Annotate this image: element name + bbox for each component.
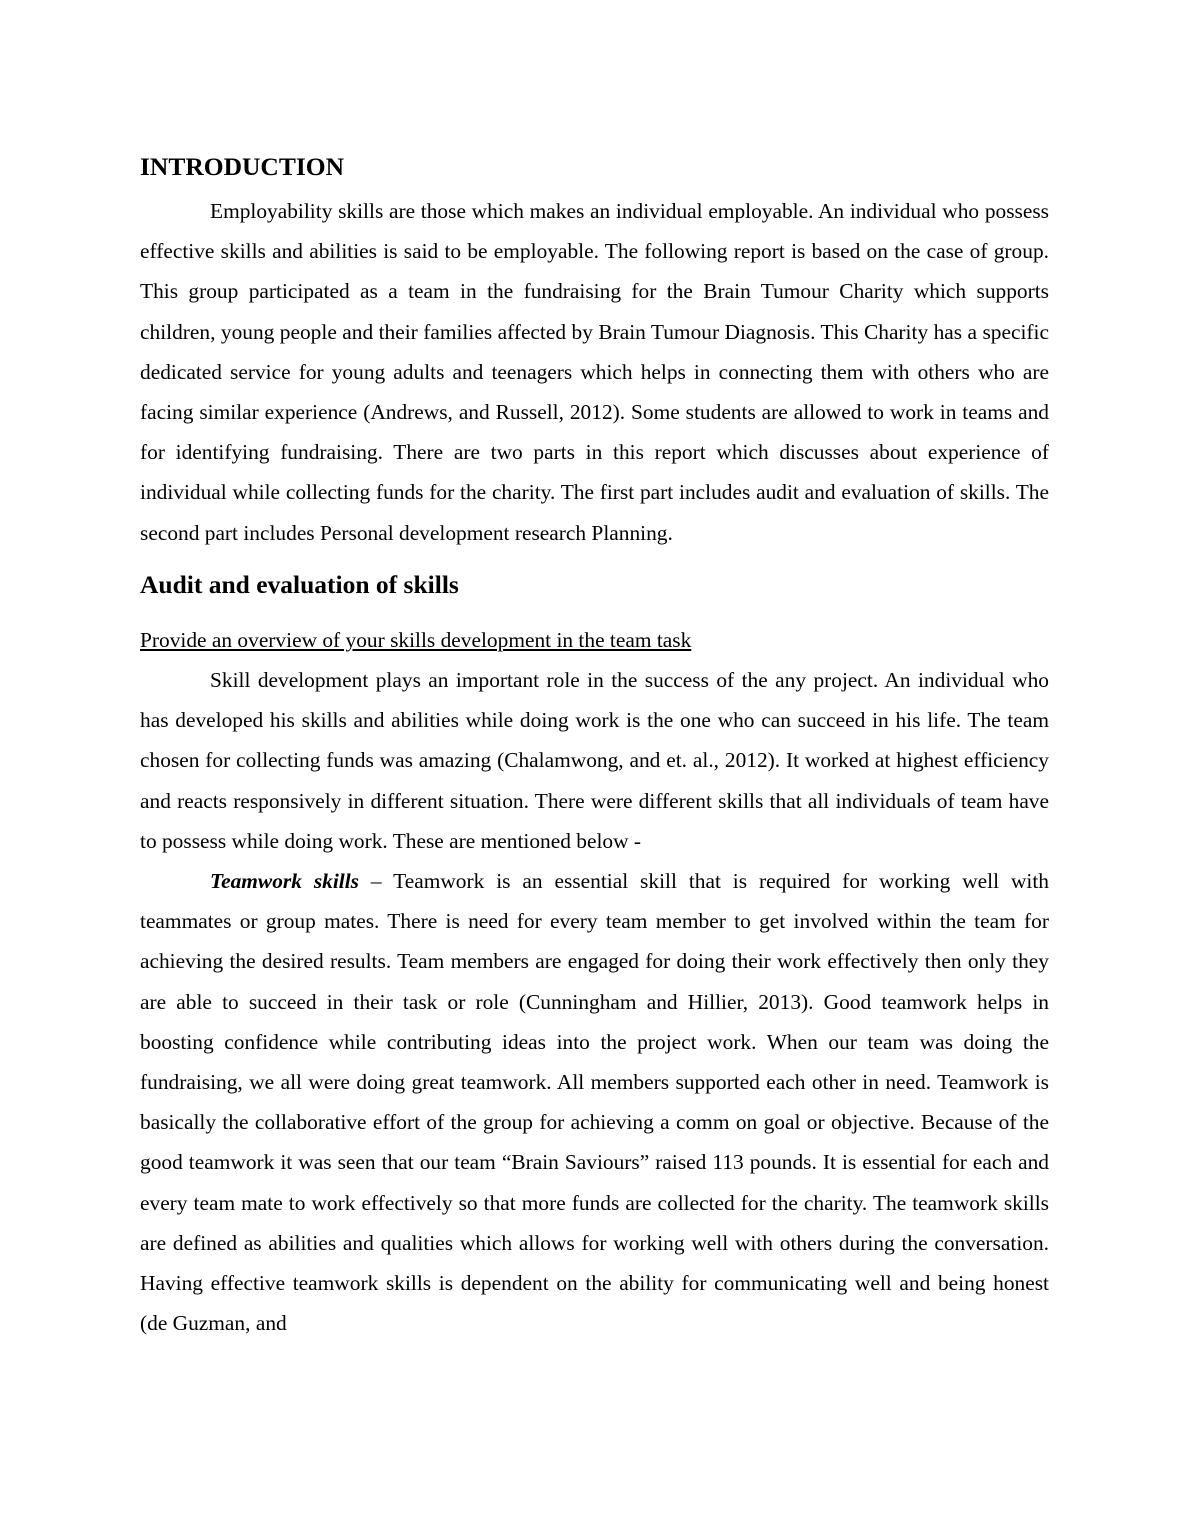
skill-development-paragraph: Skill development plays an important role in the success of the any project. An individual who has developed his skills and abilities while doing work is the one who can succeed in his life. The team chosen for collecting funds was amazing (Chalamwong, and et. al., 2012). It worked at highest efficiency and reacts responsively in different situation. There were different skills that all individuals of team have to possess while doing work. These are mentioned below - [140,668,1049,853]
audit-heading: Audit and evaluation of skills [140,569,459,599]
audit-section [140,566,1049,604]
teamwork-paragraph [140,861,1049,1343]
teamwork-text: – Teamwork is an essential skill that is required for working well with teammates or group mates. There is need for every team member to get involved within the team for achieving the desired results. Team members are engaged for doing their work effectively then only they are able to succeed in their task or role (Cunningham and Hillier, 2013). Good teamwork helps in boosting confidence while contributing ideas into the project work. When our team was doing the fundraising, we all were doing great teamwork. All members supported each other in need. Teamwork is basically the collaborative effort of the group for achieving a comm on goal or objective. Because of the good teamwork it was seen that our team “Brain Saviours” raised 113 pounds. It is essential for each and every team mate to work effectively so that more funds are collected for the charity. The teamwork skills are defined as abilities and qualities which allows for working well with others during the conversation. Having effective teamwork skills is dependent on the ability for communicating well and being honest (de Guzman, and [140,869,1049,1336]
audit-subheading: Provide an overview of your skills development in the team task [140,627,692,652]
introduction-heading: INTRODUCTION [140,152,345,181]
teamwork-term: Teamwork skills [210,869,359,894]
introduction-paragraph: Employability skills are those which makes an individual employable. An individual who possess effective skills and abilities is said to be employable. The following report is based on the case of group. This group participated as a team in the fundraising for the Brain Tumour Charity which supports children, young people and their families affected by Brain Tumour Diagnosis. This Charity has a specific dedicated service for young adults and teenagers which helps in connecting them with others who are facing similar experience (Andrews, and Russell, 2012). Some students are allowed to work in teams and for identifying fundraising. There are two parts in this report which discusses about experience of individual while collecting funds for the charity. The first part includes audit and evaluation of skills. The second part includes Personal development research Planning. [140,199,1049,545]
document-page [140,148,1049,1343]
